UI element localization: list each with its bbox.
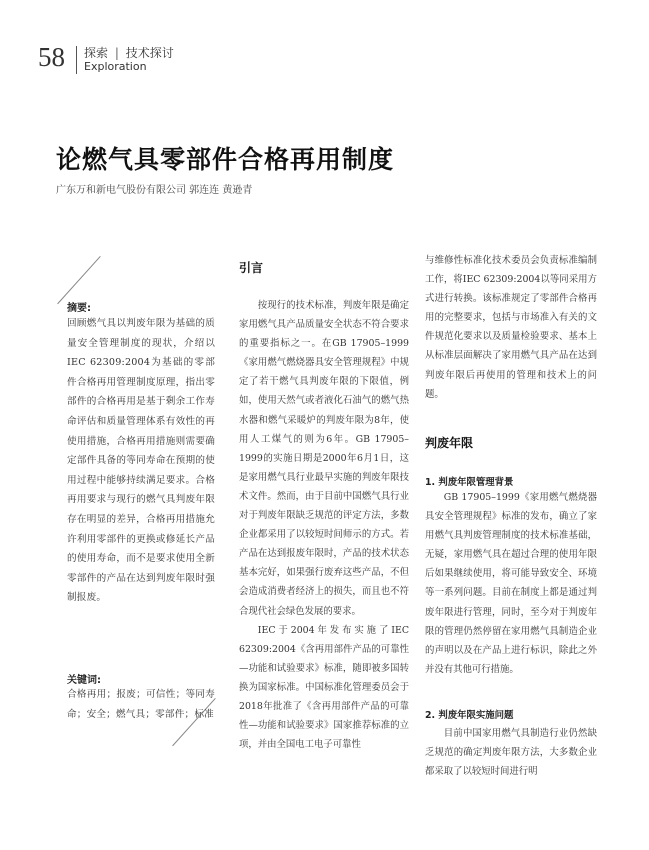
article-authors: 广东万和新电气股份有限公司 郭连连 黄逊青 (56, 185, 253, 196)
header-divider (76, 46, 77, 74)
subsection-2-text: 目前中国家用燃气具制造行业仍然缺乏规范的确定判废年限方法，大多数企业都采取了以较短时间进行明 (425, 728, 597, 778)
intro-paragraph-2: IEC于2004年发布实施了IEC 62309:2004《含再用部件产品的可靠性—功能和试验要求》标准，随即被多国转换为国家标准。中国标准化管理委员会于2018年批准了《含再用部件产品的可靠性—功能和试验要求》国家推荐标准的立项，并由全国电工电子可靠性 (239, 624, 409, 751)
abstract-text: 回顾燃气具以判废年限为基础的质量安全管理制度的现状，介绍以IEC 62309:2004为基础的零部件合格再用管理制度原理，指出零部件的合格再用是基于剩余工作寿命评估和质量管理体系有效性的再使用措施，合格再用措施则需要确定部件具备的等同寿命在预期的使用过程中能够持续满足要求。合格再用要求与现行的燃气具判废年限存在明显的差异，合格再用措施允许利用零部件的更换或修延长产品的使用寿命，而不是要求使用全新零部件的产品在达到判废年限时强制报废。 (67, 318, 215, 604)
intro-heading: 引言 (239, 261, 264, 275)
section-label-en: Exploration (84, 60, 147, 73)
subsection-2-heading: 2. 判废年限实施问题 (425, 710, 514, 721)
intro-continued: 与维修性标准化技术委员会负责标准编制工作，将IEC 62309:2004以等同采用方式进行转换。该标准规定了零部件合格再用的完整要求，包括与市场准入有关的文件规范化要求以及质量检验要求、基本上从标准层面解决了家用燃气具产品在达到判废年限后再使用的管理和技术上的问题。 (425, 255, 597, 400)
keywords-label: 关键词: (67, 675, 101, 686)
subsection-1 (425, 488, 597, 679)
subsection-1-heading: 1. 判废年限管理背景 (425, 477, 514, 488)
section-header (84, 46, 174, 74)
article-title: 论燃气具零部件合格再用制度 (56, 145, 395, 174)
subsection-2 (425, 724, 597, 781)
section-label: 探索 (84, 46, 109, 60)
abstract-label: 摘要: (67, 303, 91, 314)
decorative-line-top (57, 256, 101, 304)
intro-paragraph-1: 按现行的技术标准，判废年限是确定家用燃气具产品质量安全状态不符合要求的重要指标之一。在GB 17905–1999《家用燃气燃烧器具安全管理规程》中规定了若干燃气具判废年限的下限值，例如，使用天然气或者液化石油气的燃气热水器和燃气采暖炉的判废年限为8年，使用人工煤气的则为6年。GB 17905–1999的实施日期是2000年6月1日，这是家用燃气具行业最早实施的判废年限技术文件。然而，由于目前中国燃气具行业对于判废年限缺乏规范的评定方法，多数企业都采用了以较短时间师示的方式。若产品在达到报废年限时，产品的技术状态基本完好，如果强行废弃这些产品，不但会造成消费者经济上的损失，而且也不符合现代社会绿色发展的要求。 (239, 300, 409, 617)
page-number: 58 (38, 42, 65, 72)
subsection-1-text: GB 17905–1999《家用燃气燃烧器具安全管理规程》标准的发布，确立了家用燃气具判废管理制度的技术标准基础，无疑，家用燃气具在超过合理的使用年限后如果继续使用，将可能导致安全、环境等一系列问题。目前在制度上都是通过判废年限进行管理，同时，至今对于判废年限的管理仍然停留在家用燃气具制造企业的声明以及在产品上进行标识，除此之外并没有其他可行措施。 (425, 492, 597, 675)
subsection-label: 技术探讨 (125, 46, 174, 60)
judge-heading: 判废年限 (425, 436, 474, 450)
section-separator: | (114, 46, 119, 60)
keywords-text: 合格再用；报废；可信性；等同寿命；安全；燃气具；零部件；标准 (67, 689, 215, 720)
intro-column (239, 296, 409, 754)
column-three-top (425, 251, 597, 404)
